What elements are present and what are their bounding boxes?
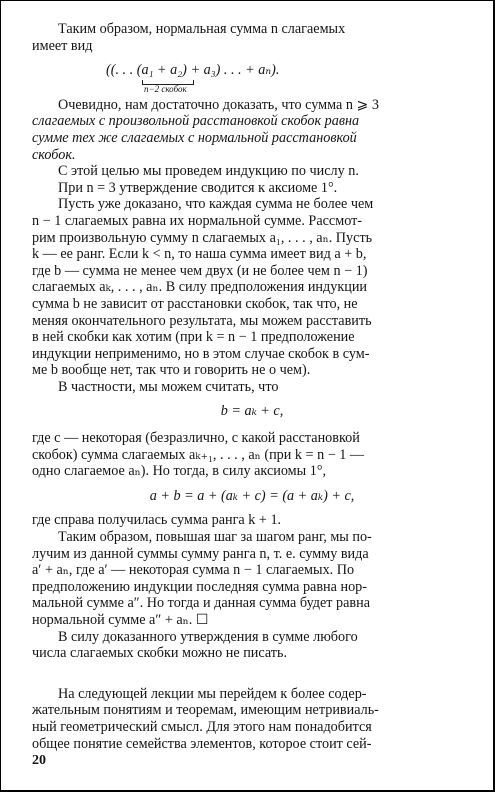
formula-associativity: a + b = a + (aₖ + c) = (a + aₖ) + c, bbox=[149, 487, 355, 504]
paragraph: Таким образом, повышая шаг за шагом ранг, мы по- лучим из данной суммы сумму ранга n, т. е. сумму вида a′ + aₙ, где a′ — некоторая сумма n − 1 слагаемых. По предположению индукции последняя сумма равна нор- мальной сумме a″. Но тогда и данная сумма будет равна нормальной сумме a″ + aₙ. ☐ bbox=[32, 529, 372, 628]
text-column bbox=[32, 21, 472, 752]
page-number: 20 bbox=[32, 753, 46, 768]
paragraph: В частности, мы можем считать, что bbox=[58, 378, 279, 395]
paragraph: При n = 3 утверждение сводится к аксиоме 1°. bbox=[58, 179, 338, 196]
formula-normal-sum: ((. . . (a₁ + a₂) + a₃) . . . + aₙ). bbox=[106, 62, 280, 79]
paragraph: где справа получилась сумма ранга k + 1. bbox=[32, 512, 282, 529]
paragraph: В силу доказанного утверждения в сумме любого числа слагаемых скобки можно не писать. bbox=[32, 628, 358, 662]
paragraph: Очевидно, нам достаточно доказать, что сумма n ⩾ 3 слагаемых с произвольной расстановкой скобок равна сумме тех же слагаемых с нормальной расстановкой скобок. bbox=[32, 96, 380, 163]
paragraph: где c — некоторая (безразлично, с какой расстановкой скобок) сумма слагаемых aₖ₊₁, . . . , aₙ (при k = n − 1 — одно слагаемое aₙ). Но тогда, в силу аксиомы 1°, bbox=[32, 430, 365, 480]
brace-label: n−2 скобок bbox=[144, 83, 187, 94]
formula-b: b = aₖ + c, bbox=[220, 403, 284, 420]
paragraph: На следующей лекции мы перейдем к более содер- жательным понятиям и теоремам, имеющим нетривиаль- ный геометрический смысл. Для этого нам понадобится общее понятие семейства элементов, которое стоит сей- bbox=[32, 685, 379, 752]
paragraph: Пусть уже доказано, что каждая сумма не более чем n − 1 слагаемых равна их нормальной сумме. Рассмот- рим произвольную сумму n слагаемых a₁, . . . , aₙ. Пусть k — ее ранг. Если k < n, то наша сумма имеет вид a + b, где b — сумма не менее чем двух (и не более чем n − 1) слагаемых aₖ, . . . , aₙ. В силу предположения индукции сумма b не зависит от расстановки скобок, так что, не меняя окончательного результата, мы можем расставить в ней скобки как хотим (при k = n − 1 предположение индукции неприменимо, но в этом случае скобок в сум- ме b вообще нет, так что и говорить не о чем). bbox=[32, 196, 374, 379]
paragraph: С этой целью мы проведем индукцию по числу n. bbox=[58, 163, 359, 180]
paragraph: Таким образом, нормальная сумма n слагаемых имеет вид bbox=[32, 21, 346, 54]
underbrace bbox=[142, 79, 194, 94]
